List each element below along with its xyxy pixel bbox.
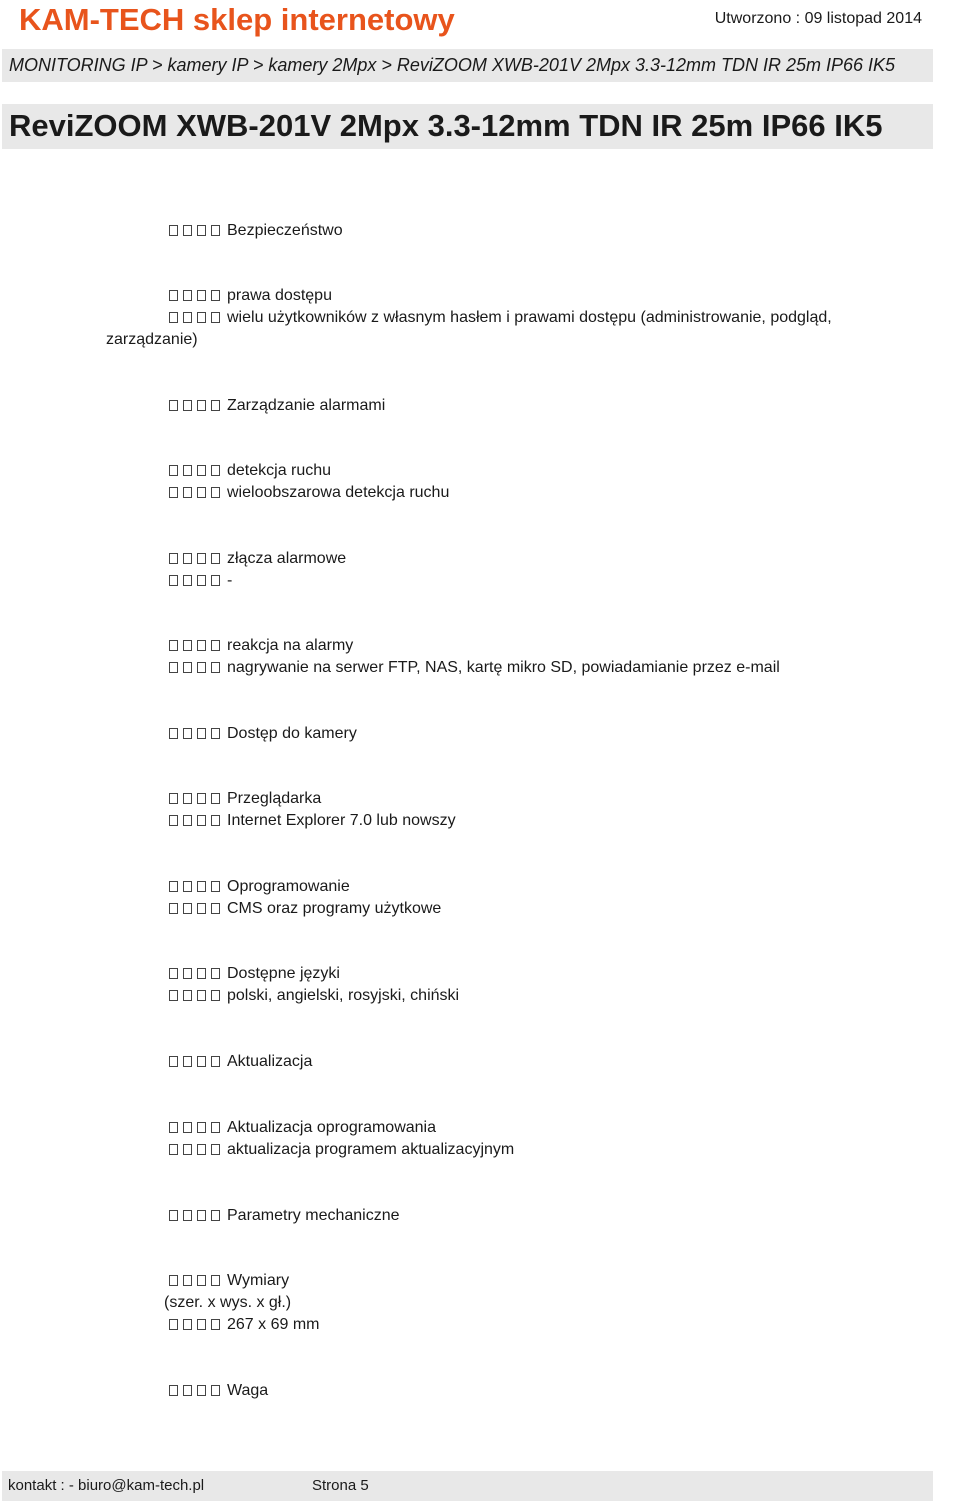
product-title-bar: [2, 104, 933, 149]
placeholder-glyph-icon: [169, 724, 225, 744]
placeholder-glyph-icon: [169, 1052, 225, 1072]
spec-text: detekcja ruchu: [227, 462, 332, 479]
spec-label: [169, 461, 331, 481]
created-date: [715, 10, 922, 28]
spec-text: Zarządzanie alarmami: [227, 397, 386, 414]
footer-contact[interactable]: kontakt : - biuro@kam-tech.pl: [8, 1477, 205, 1494]
placeholder-glyph-icon: [169, 308, 225, 328]
spec-label: [169, 549, 346, 569]
placeholder-glyph-icon: [169, 986, 225, 1006]
breadcrumb: [2, 49, 933, 82]
placeholder-glyph-icon: [169, 1206, 225, 1226]
spec-label: [169, 1271, 289, 1291]
spec-text: zarządzanie): [106, 331, 198, 348]
spec-text: reakcja na alarmy: [227, 637, 354, 654]
spec-text: wielu użytkowników z własnym hasłem i prawami dostępu (administrowanie, podgląd,: [227, 309, 832, 326]
placeholder-glyph-icon: [169, 1271, 225, 1291]
spec-text: 267 x 69 mm: [227, 1316, 320, 1333]
placeholder-glyph-icon: [169, 396, 225, 416]
spec-section: [169, 1052, 312, 1072]
placeholder-glyph-icon: [169, 899, 225, 919]
spec-value-continued: [106, 330, 198, 350]
spec-text: Dostępne języki: [227, 965, 340, 982]
placeholder-glyph-icon: [169, 221, 225, 241]
spec-text: prawa dostępu: [227, 287, 332, 304]
shop-title: KAM-TECH sklep internetowy: [19, 2, 455, 37]
breadcrumb-text[interactable]: MONITORING IP > kamery IP > kamery 2Mpx > ReviZOOM XWB-201V 2Mpx 3.3-12mm TDN IR 25m IP66 IK5: [9, 55, 896, 75]
spec-text: Aktualizacja oprogramowania: [227, 1119, 436, 1136]
placeholder-glyph-icon: [169, 549, 225, 569]
spec-text: (szer. x wys. x gł.): [164, 1294, 292, 1311]
placeholder-glyph-icon: [169, 286, 225, 306]
spec-text: Aktualizacja: [227, 1053, 313, 1070]
page-footer: [2, 1471, 933, 1501]
placeholder-glyph-icon: [169, 877, 225, 897]
spec-value: [169, 658, 780, 678]
placeholder-glyph-icon: [169, 658, 225, 678]
spec-text: Bezpieczeństwo: [227, 222, 343, 239]
footer-page-number: Strona 5: [312, 1477, 369, 1494]
spec-value: [169, 811, 456, 831]
spec-label: [169, 286, 332, 306]
spec-text: wieloobszarowa detekcja ruchu: [227, 484, 450, 501]
spec-value: [169, 571, 232, 591]
spec-text: Parametry mechaniczne: [227, 1207, 400, 1224]
placeholder-glyph-icon: [169, 1381, 225, 1401]
spec-label: [169, 1381, 268, 1401]
placeholder-glyph-icon: [169, 1315, 225, 1335]
placeholder-glyph-icon: [169, 1118, 225, 1138]
created-value: : 09 listopad 2014: [795, 10, 922, 27]
product-title: ReviZOOM XWB-201V 2Mpx 3.3-12mm TDN IR 25m IP66 IK5: [9, 108, 883, 143]
placeholder-glyph-icon: [169, 483, 225, 503]
placeholder-glyph-icon: [169, 1140, 225, 1160]
placeholder-glyph-icon: [169, 811, 225, 831]
placeholder-glyph-icon: [169, 571, 225, 591]
spec-text: nagrywanie na serwer FTP, NAS, kartę mikro SD, powiadamianie przez e-mail: [227, 659, 780, 676]
spec-label-continued: [164, 1293, 291, 1313]
spec-label: [169, 636, 353, 656]
spec-label: [169, 789, 321, 809]
spec-text: Waga: [227, 1382, 269, 1399]
spec-section: [169, 724, 357, 744]
spec-text: Przeglądarka: [227, 790, 322, 807]
spec-label: [169, 1118, 436, 1138]
spec-label: [169, 964, 340, 984]
spec-value: [169, 1315, 319, 1335]
spec-text: Oprogramowanie: [227, 878, 350, 895]
spec-text: -: [227, 572, 233, 589]
spec-section: [169, 221, 343, 241]
spec-value: [169, 1140, 514, 1160]
spec-section: [169, 396, 385, 416]
spec-value: [169, 986, 459, 1006]
placeholder-glyph-icon: [169, 964, 225, 984]
placeholder-glyph-icon: [169, 636, 225, 656]
placeholder-glyph-icon: [169, 461, 225, 481]
spec-value: [169, 899, 441, 919]
spec-section: [169, 1206, 400, 1226]
spec-value: [169, 308, 832, 328]
spec-value: [169, 483, 449, 503]
spec-label: [169, 877, 350, 897]
placeholder-glyph-icon: [169, 789, 225, 809]
spec-text: Wymiary: [227, 1272, 290, 1289]
spec-text: polski, angielski, rosyjski, chiński: [227, 987, 460, 1004]
spec-text: złącza alarmowe: [227, 550, 347, 567]
spec-text: Dostęp do kamery: [227, 725, 357, 742]
spec-text: aktualizacja programem aktualizacyjnym: [227, 1141, 515, 1158]
spec-text: CMS oraz programy użytkowe: [227, 900, 442, 917]
created-label: Utworzono: [714, 10, 792, 27]
spec-text: Internet Explorer 7.0 lub nowszy: [227, 812, 456, 829]
